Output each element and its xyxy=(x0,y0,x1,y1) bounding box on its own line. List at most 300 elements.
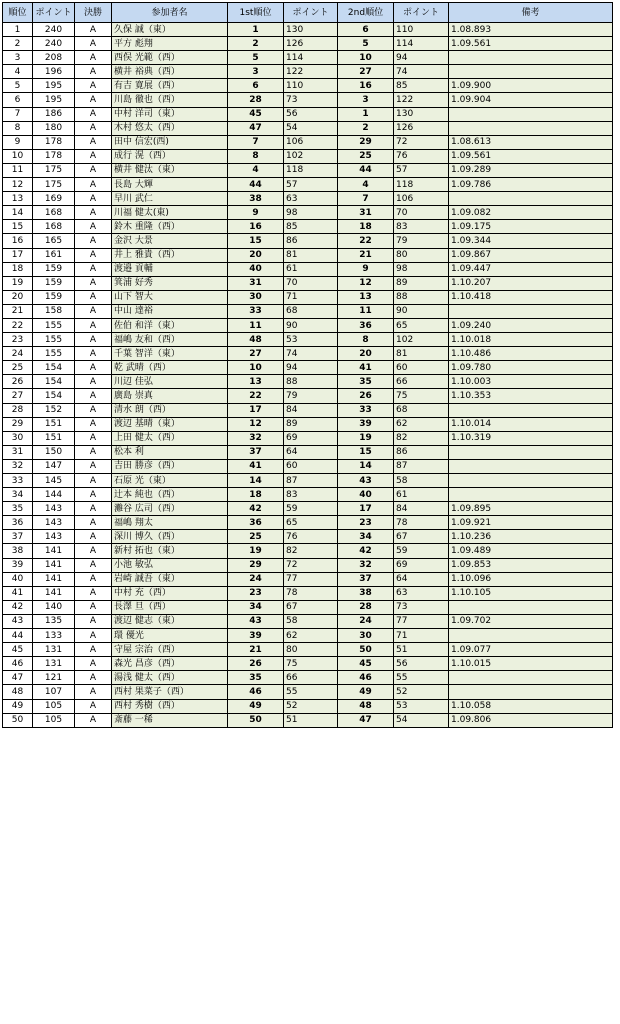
cell-final[interactable]: A xyxy=(75,530,112,544)
cell-notes[interactable]: 1.10.058 xyxy=(449,699,613,713)
cell-participant[interactable]: 灘谷 広司（西） xyxy=(112,502,228,516)
cell-points[interactable]: 195 xyxy=(33,93,75,107)
cell-participant[interactable]: 渡邉 貢輔 xyxy=(112,262,228,276)
cell-2nd-points[interactable]: 86 xyxy=(394,445,449,459)
cell-participant[interactable]: 清水 朗（西） xyxy=(112,403,228,417)
cell-notes[interactable]: 1.09.561 xyxy=(449,37,613,51)
cell-1st-rank[interactable]: 41 xyxy=(228,459,284,473)
cell-participant[interactable]: 松本 利 xyxy=(112,445,228,459)
cell-participant[interactable]: 渡辺 健志（東） xyxy=(112,614,228,628)
cell-2nd-points[interactable]: 53 xyxy=(394,699,449,713)
cell-1st-points[interactable]: 130 xyxy=(284,23,338,37)
cell-1st-rank[interactable]: 23 xyxy=(228,586,284,600)
cell-1st-rank[interactable]: 30 xyxy=(228,290,284,304)
cell-rank[interactable]: 20 xyxy=(3,290,33,304)
cell-rank[interactable]: 37 xyxy=(3,530,33,544)
cell-1st-points[interactable]: 84 xyxy=(284,403,338,417)
header-2nd-points[interactable]: ポイント xyxy=(394,3,449,23)
cell-rank[interactable]: 12 xyxy=(3,178,33,192)
cell-2nd-points[interactable]: 55 xyxy=(394,671,449,685)
cell-1st-points[interactable]: 94 xyxy=(284,361,338,375)
cell-final[interactable]: A xyxy=(75,149,112,163)
cell-points[interactable]: 159 xyxy=(33,276,75,290)
cell-notes[interactable] xyxy=(449,121,613,135)
cell-1st-points[interactable]: 61 xyxy=(284,262,338,276)
cell-2nd-points[interactable]: 90 xyxy=(394,304,449,318)
cell-notes[interactable] xyxy=(449,445,613,459)
cell-2nd-rank[interactable]: 36 xyxy=(338,318,394,332)
cell-1st-points[interactable]: 89 xyxy=(284,417,338,431)
cell-rank[interactable]: 8 xyxy=(3,121,33,135)
cell-notes[interactable] xyxy=(449,65,613,79)
cell-rank[interactable]: 23 xyxy=(3,333,33,347)
cell-participant[interactable]: 佐伯 和洋（東） xyxy=(112,318,228,332)
cell-final[interactable]: A xyxy=(75,643,112,657)
cell-1st-rank[interactable]: 28 xyxy=(228,93,284,107)
cell-points[interactable]: 154 xyxy=(33,389,75,403)
cell-1st-points[interactable]: 75 xyxy=(284,657,338,671)
cell-notes[interactable]: 1.09.853 xyxy=(449,558,613,572)
cell-points[interactable]: 175 xyxy=(33,178,75,192)
cell-2nd-rank[interactable]: 4 xyxy=(338,178,394,192)
cell-notes[interactable]: 1.09.904 xyxy=(449,93,613,107)
cell-1st-rank[interactable]: 50 xyxy=(228,713,284,727)
cell-2nd-rank[interactable]: 28 xyxy=(338,600,394,614)
cell-notes[interactable]: 1.09.489 xyxy=(449,544,613,558)
cell-final[interactable]: A xyxy=(75,713,112,727)
cell-1st-points[interactable]: 102 xyxy=(284,149,338,163)
cell-final[interactable]: A xyxy=(75,600,112,614)
cell-1st-points[interactable]: 60 xyxy=(284,459,338,473)
cell-2nd-rank[interactable]: 7 xyxy=(338,192,394,206)
cell-points[interactable]: 147 xyxy=(33,459,75,473)
cell-rank[interactable]: 16 xyxy=(3,234,33,248)
cell-2nd-points[interactable]: 102 xyxy=(394,333,449,347)
cell-final[interactable]: A xyxy=(75,37,112,51)
cell-final[interactable]: A xyxy=(75,333,112,347)
cell-rank[interactable]: 33 xyxy=(3,474,33,488)
cell-2nd-points[interactable]: 69 xyxy=(394,558,449,572)
cell-participant[interactable]: 川福 健太(東) xyxy=(112,206,228,220)
cell-1st-rank[interactable]: 26 xyxy=(228,657,284,671)
cell-2nd-points[interactable]: 71 xyxy=(394,629,449,643)
cell-1st-rank[interactable]: 36 xyxy=(228,516,284,530)
cell-rank[interactable]: 39 xyxy=(3,558,33,572)
cell-notes[interactable] xyxy=(449,304,613,318)
cell-1st-rank[interactable]: 38 xyxy=(228,192,284,206)
header-2nd-rank[interactable]: 2nd順位 xyxy=(338,3,394,23)
cell-participant[interactable]: 久保 誠（東） xyxy=(112,23,228,37)
cell-notes[interactable]: 1.09.447 xyxy=(449,262,613,276)
cell-points[interactable]: 154 xyxy=(33,375,75,389)
cell-points[interactable]: 141 xyxy=(33,572,75,586)
cell-2nd-rank[interactable]: 19 xyxy=(338,431,394,445)
cell-notes[interactable] xyxy=(449,459,613,473)
cell-2nd-rank[interactable]: 16 xyxy=(338,79,394,93)
cell-rank[interactable]: 42 xyxy=(3,600,33,614)
cell-1st-points[interactable]: 90 xyxy=(284,318,338,332)
cell-1st-rank[interactable]: 10 xyxy=(228,361,284,375)
cell-2nd-rank[interactable]: 5 xyxy=(338,37,394,51)
cell-2nd-rank[interactable]: 48 xyxy=(338,699,394,713)
cell-rank[interactable]: 46 xyxy=(3,657,33,671)
cell-2nd-points[interactable]: 72 xyxy=(394,135,449,149)
cell-rank[interactable]: 19 xyxy=(3,276,33,290)
cell-rank[interactable]: 17 xyxy=(3,248,33,262)
cell-1st-rank[interactable]: 12 xyxy=(228,417,284,431)
cell-1st-rank[interactable]: 31 xyxy=(228,276,284,290)
cell-rank[interactable]: 45 xyxy=(3,643,33,657)
cell-rank[interactable]: 4 xyxy=(3,65,33,79)
cell-participant[interactable]: 乾 武晴（西） xyxy=(112,361,228,375)
cell-final[interactable]: A xyxy=(75,375,112,389)
cell-notes[interactable] xyxy=(449,629,613,643)
cell-1st-points[interactable]: 64 xyxy=(284,445,338,459)
cell-participant[interactable]: 新村 拓也（東） xyxy=(112,544,228,558)
cell-2nd-points[interactable]: 60 xyxy=(394,361,449,375)
cell-1st-points[interactable]: 78 xyxy=(284,586,338,600)
cell-final[interactable]: A xyxy=(75,685,112,699)
cell-1st-points[interactable]: 88 xyxy=(284,375,338,389)
cell-2nd-rank[interactable]: 17 xyxy=(338,502,394,516)
cell-1st-points[interactable]: 65 xyxy=(284,516,338,530)
cell-2nd-points[interactable]: 94 xyxy=(394,51,449,65)
cell-rank[interactable]: 22 xyxy=(3,318,33,332)
cell-rank[interactable]: 38 xyxy=(3,544,33,558)
cell-2nd-rank[interactable]: 38 xyxy=(338,586,394,600)
cell-points[interactable]: 133 xyxy=(33,629,75,643)
cell-points[interactable]: 178 xyxy=(33,149,75,163)
cell-rank[interactable]: 31 xyxy=(3,445,33,459)
cell-final[interactable]: A xyxy=(75,51,112,65)
cell-points[interactable]: 143 xyxy=(33,502,75,516)
cell-2nd-rank[interactable]: 8 xyxy=(338,333,394,347)
cell-points[interactable]: 144 xyxy=(33,488,75,502)
cell-1st-rank[interactable]: 5 xyxy=(228,51,284,65)
cell-1st-rank[interactable]: 18 xyxy=(228,488,284,502)
cell-2nd-rank[interactable]: 24 xyxy=(338,614,394,628)
cell-participant[interactable]: 横井 裕典（西） xyxy=(112,65,228,79)
cell-final[interactable]: A xyxy=(75,290,112,304)
cell-2nd-points[interactable]: 130 xyxy=(394,107,449,121)
cell-2nd-points[interactable]: 59 xyxy=(394,544,449,558)
cell-1st-rank[interactable]: 49 xyxy=(228,699,284,713)
cell-1st-rank[interactable]: 42 xyxy=(228,502,284,516)
cell-1st-points[interactable]: 57 xyxy=(284,178,338,192)
cell-participant[interactable]: 西俣 光範（西） xyxy=(112,51,228,65)
cell-notes[interactable]: 1.09.702 xyxy=(449,614,613,628)
cell-1st-rank[interactable]: 34 xyxy=(228,600,284,614)
cell-2nd-points[interactable]: 87 xyxy=(394,459,449,473)
cell-notes[interactable] xyxy=(449,600,613,614)
cell-participant[interactable]: 川島 徹也（西） xyxy=(112,93,228,107)
cell-participant[interactable]: 鈴木 重隆（西） xyxy=(112,220,228,234)
cell-notes[interactable]: 1.09.806 xyxy=(449,713,613,727)
cell-points[interactable]: 158 xyxy=(33,304,75,318)
header-participant[interactable]: 参加者名 xyxy=(112,3,228,23)
cell-notes[interactable]: 1.10.486 xyxy=(449,347,613,361)
cell-notes[interactable]: 1.09.867 xyxy=(449,248,613,262)
cell-participant[interactable]: 有吉 寛展（西） xyxy=(112,79,228,93)
cell-2nd-points[interactable]: 84 xyxy=(394,502,449,516)
cell-1st-points[interactable]: 58 xyxy=(284,614,338,628)
cell-points[interactable]: 165 xyxy=(33,234,75,248)
cell-2nd-rank[interactable]: 15 xyxy=(338,445,394,459)
cell-1st-rank[interactable]: 1 xyxy=(228,23,284,37)
cell-2nd-rank[interactable]: 21 xyxy=(338,248,394,262)
cell-points[interactable]: 150 xyxy=(33,445,75,459)
cell-rank[interactable]: 21 xyxy=(3,304,33,318)
cell-participant[interactable]: 福嶋 友和（西） xyxy=(112,333,228,347)
cell-final[interactable]: A xyxy=(75,163,112,177)
cell-points[interactable]: 208 xyxy=(33,51,75,65)
cell-2nd-rank[interactable]: 46 xyxy=(338,671,394,685)
cell-points[interactable]: 178 xyxy=(33,135,75,149)
cell-final[interactable]: A xyxy=(75,234,112,248)
cell-1st-points[interactable]: 82 xyxy=(284,544,338,558)
cell-rank[interactable]: 32 xyxy=(3,459,33,473)
cell-notes[interactable] xyxy=(449,488,613,502)
cell-1st-rank[interactable]: 47 xyxy=(228,121,284,135)
cell-rank[interactable]: 1 xyxy=(3,23,33,37)
cell-1st-rank[interactable]: 2 xyxy=(228,37,284,51)
cell-1st-points[interactable]: 126 xyxy=(284,37,338,51)
cell-points[interactable]: 154 xyxy=(33,361,75,375)
cell-2nd-rank[interactable]: 41 xyxy=(338,361,394,375)
cell-participant[interactable]: 環 優光 xyxy=(112,629,228,643)
cell-points[interactable]: 151 xyxy=(33,417,75,431)
cell-rank[interactable]: 18 xyxy=(3,262,33,276)
cell-points[interactable]: 155 xyxy=(33,347,75,361)
cell-notes[interactable] xyxy=(449,192,613,206)
cell-points[interactable]: 105 xyxy=(33,699,75,713)
cell-final[interactable]: A xyxy=(75,192,112,206)
cell-notes[interactable]: 1.09.344 xyxy=(449,234,613,248)
cell-notes[interactable]: 1.10.015 xyxy=(449,657,613,671)
cell-participant[interactable]: 守屋 宗治（西） xyxy=(112,643,228,657)
cell-2nd-points[interactable]: 56 xyxy=(394,657,449,671)
cell-final[interactable]: A xyxy=(75,403,112,417)
cell-points[interactable]: 140 xyxy=(33,600,75,614)
cell-1st-points[interactable]: 67 xyxy=(284,600,338,614)
cell-notes[interactable]: 1.09.900 xyxy=(449,79,613,93)
cell-1st-points[interactable]: 114 xyxy=(284,51,338,65)
cell-2nd-rank[interactable]: 39 xyxy=(338,417,394,431)
cell-points[interactable]: 168 xyxy=(33,206,75,220)
cell-1st-points[interactable]: 106 xyxy=(284,135,338,149)
cell-notes[interactable]: 1.10.418 xyxy=(449,290,613,304)
cell-1st-points[interactable]: 87 xyxy=(284,474,338,488)
cell-notes[interactable]: 1.10.319 xyxy=(449,431,613,445)
cell-notes[interactable]: 1.09.240 xyxy=(449,318,613,332)
cell-points[interactable]: 196 xyxy=(33,65,75,79)
cell-notes[interactable] xyxy=(449,403,613,417)
cell-points[interactable]: 131 xyxy=(33,643,75,657)
cell-2nd-rank[interactable]: 23 xyxy=(338,516,394,530)
cell-notes[interactable]: 1.09.175 xyxy=(449,220,613,234)
cell-points[interactable]: 151 xyxy=(33,431,75,445)
cell-points[interactable]: 159 xyxy=(33,290,75,304)
cell-2nd-points[interactable]: 76 xyxy=(394,149,449,163)
cell-rank[interactable]: 47 xyxy=(3,671,33,685)
cell-2nd-rank[interactable]: 45 xyxy=(338,657,394,671)
cell-2nd-points[interactable]: 85 xyxy=(394,79,449,93)
cell-notes[interactable]: 1.10.353 xyxy=(449,389,613,403)
cell-notes[interactable]: 1.09.780 xyxy=(449,361,613,375)
cell-points[interactable]: 186 xyxy=(33,107,75,121)
cell-final[interactable]: A xyxy=(75,671,112,685)
cell-participant[interactable]: 上田 健太（西） xyxy=(112,431,228,445)
cell-notes[interactable]: 1.09.561 xyxy=(449,149,613,163)
cell-rank[interactable]: 6 xyxy=(3,93,33,107)
cell-2nd-points[interactable]: 122 xyxy=(394,93,449,107)
cell-final[interactable]: A xyxy=(75,248,112,262)
cell-final[interactable]: A xyxy=(75,544,112,558)
cell-rank[interactable]: 10 xyxy=(3,149,33,163)
cell-2nd-rank[interactable]: 42 xyxy=(338,544,394,558)
cell-notes[interactable] xyxy=(449,107,613,121)
cell-2nd-rank[interactable]: 3 xyxy=(338,93,394,107)
cell-1st-rank[interactable]: 22 xyxy=(228,389,284,403)
cell-2nd-rank[interactable]: 1 xyxy=(338,107,394,121)
cell-rank[interactable]: 24 xyxy=(3,347,33,361)
cell-notes[interactable]: 1.10.018 xyxy=(449,333,613,347)
cell-1st-rank[interactable]: 11 xyxy=(228,318,284,332)
cell-2nd-rank[interactable]: 29 xyxy=(338,135,394,149)
cell-1st-points[interactable]: 68 xyxy=(284,304,338,318)
cell-final[interactable]: A xyxy=(75,431,112,445)
cell-2nd-points[interactable]: 52 xyxy=(394,685,449,699)
cell-points[interactable]: 131 xyxy=(33,657,75,671)
cell-1st-rank[interactable]: 25 xyxy=(228,530,284,544)
cell-1st-points[interactable]: 53 xyxy=(284,333,338,347)
cell-participant[interactable]: 中村 洋司（東） xyxy=(112,107,228,121)
cell-2nd-points[interactable]: 68 xyxy=(394,403,449,417)
cell-points[interactable]: 180 xyxy=(33,121,75,135)
cell-notes[interactable] xyxy=(449,685,613,699)
cell-participant[interactable]: 小池 敏弘 xyxy=(112,558,228,572)
cell-1st-rank[interactable]: 13 xyxy=(228,375,284,389)
cell-final[interactable]: A xyxy=(75,23,112,37)
cell-final[interactable]: A xyxy=(75,558,112,572)
cell-participant[interactable]: 横井 健汰（東） xyxy=(112,163,228,177)
cell-points[interactable]: 107 xyxy=(33,685,75,699)
cell-2nd-points[interactable]: 66 xyxy=(394,375,449,389)
cell-final[interactable]: A xyxy=(75,502,112,516)
cell-2nd-rank[interactable]: 34 xyxy=(338,530,394,544)
cell-participant[interactable]: 千葉 智洋（東） xyxy=(112,347,228,361)
cell-1st-points[interactable]: 73 xyxy=(284,93,338,107)
cell-1st-rank[interactable]: 43 xyxy=(228,614,284,628)
cell-1st-points[interactable]: 63 xyxy=(284,192,338,206)
cell-1st-rank[interactable]: 33 xyxy=(228,304,284,318)
cell-1st-rank[interactable]: 35 xyxy=(228,671,284,685)
cell-participant[interactable]: 森光 昌彦（西） xyxy=(112,657,228,671)
cell-2nd-points[interactable]: 83 xyxy=(394,220,449,234)
cell-rank[interactable]: 30 xyxy=(3,431,33,445)
cell-2nd-points[interactable]: 62 xyxy=(394,417,449,431)
cell-1st-rank[interactable]: 39 xyxy=(228,629,284,643)
cell-2nd-rank[interactable]: 26 xyxy=(338,389,394,403)
cell-participant[interactable]: 井上 雅貴（西） xyxy=(112,248,228,262)
cell-points[interactable]: 135 xyxy=(33,614,75,628)
cell-1st-points[interactable]: 70 xyxy=(284,276,338,290)
cell-1st-rank[interactable]: 15 xyxy=(228,234,284,248)
cell-notes[interactable]: 1.10.236 xyxy=(449,530,613,544)
cell-rank[interactable]: 34 xyxy=(3,488,33,502)
cell-1st-points[interactable]: 110 xyxy=(284,79,338,93)
cell-points[interactable]: 161 xyxy=(33,248,75,262)
cell-rank[interactable]: 43 xyxy=(3,614,33,628)
cell-2nd-points[interactable]: 82 xyxy=(394,431,449,445)
cell-2nd-points[interactable]: 110 xyxy=(394,23,449,37)
cell-1st-points[interactable]: 98 xyxy=(284,206,338,220)
cell-2nd-points[interactable]: 64 xyxy=(394,572,449,586)
cell-points[interactable]: 143 xyxy=(33,530,75,544)
cell-final[interactable]: A xyxy=(75,614,112,628)
cell-rank[interactable]: 2 xyxy=(3,37,33,51)
cell-1st-rank[interactable]: 32 xyxy=(228,431,284,445)
cell-2nd-rank[interactable]: 44 xyxy=(338,163,394,177)
cell-final[interactable]: A xyxy=(75,93,112,107)
cell-2nd-points[interactable]: 81 xyxy=(394,347,449,361)
cell-notes[interactable]: 1.08.893 xyxy=(449,23,613,37)
cell-participant[interactable]: 斎藤 一稀 xyxy=(112,713,228,727)
cell-2nd-points[interactable]: 75 xyxy=(394,389,449,403)
cell-2nd-rank[interactable]: 22 xyxy=(338,234,394,248)
cell-2nd-points[interactable]: 88 xyxy=(394,290,449,304)
cell-notes[interactable]: 1.10.003 xyxy=(449,375,613,389)
cell-final[interactable]: A xyxy=(75,121,112,135)
cell-notes[interactable] xyxy=(449,474,613,488)
cell-final[interactable]: A xyxy=(75,318,112,332)
cell-2nd-rank[interactable]: 32 xyxy=(338,558,394,572)
cell-rank[interactable]: 11 xyxy=(3,163,33,177)
cell-2nd-points[interactable]: 79 xyxy=(394,234,449,248)
cell-points[interactable]: 141 xyxy=(33,544,75,558)
cell-final[interactable]: A xyxy=(75,220,112,234)
cell-rank[interactable]: 7 xyxy=(3,107,33,121)
cell-1st-rank[interactable]: 21 xyxy=(228,643,284,657)
cell-participant[interactable]: 西村 果菜子（西） xyxy=(112,685,228,699)
cell-rank[interactable]: 36 xyxy=(3,516,33,530)
cell-rank[interactable]: 27 xyxy=(3,389,33,403)
cell-2nd-rank[interactable]: 18 xyxy=(338,220,394,234)
cell-2nd-points[interactable]: 73 xyxy=(394,600,449,614)
cell-points[interactable]: 152 xyxy=(33,403,75,417)
cell-1st-rank[interactable]: 8 xyxy=(228,149,284,163)
cell-1st-rank[interactable]: 46 xyxy=(228,685,284,699)
cell-2nd-rank[interactable]: 33 xyxy=(338,403,394,417)
cell-notes[interactable]: 1.10.096 xyxy=(449,572,613,586)
cell-2nd-rank[interactable]: 20 xyxy=(338,347,394,361)
cell-2nd-points[interactable]: 61 xyxy=(394,488,449,502)
cell-final[interactable]: A xyxy=(75,107,112,121)
cell-2nd-points[interactable]: 114 xyxy=(394,37,449,51)
cell-2nd-rank[interactable]: 25 xyxy=(338,149,394,163)
cell-2nd-rank[interactable]: 10 xyxy=(338,51,394,65)
cell-final[interactable]: A xyxy=(75,178,112,192)
cell-1st-rank[interactable]: 3 xyxy=(228,65,284,79)
cell-notes[interactable] xyxy=(449,671,613,685)
cell-1st-rank[interactable]: 37 xyxy=(228,445,284,459)
cell-1st-rank[interactable]: 29 xyxy=(228,558,284,572)
cell-rank[interactable]: 50 xyxy=(3,713,33,727)
cell-notes[interactable]: 1.09.895 xyxy=(449,502,613,516)
cell-final[interactable]: A xyxy=(75,657,112,671)
cell-1st-rank[interactable]: 4 xyxy=(228,163,284,177)
cell-2nd-points[interactable]: 57 xyxy=(394,163,449,177)
